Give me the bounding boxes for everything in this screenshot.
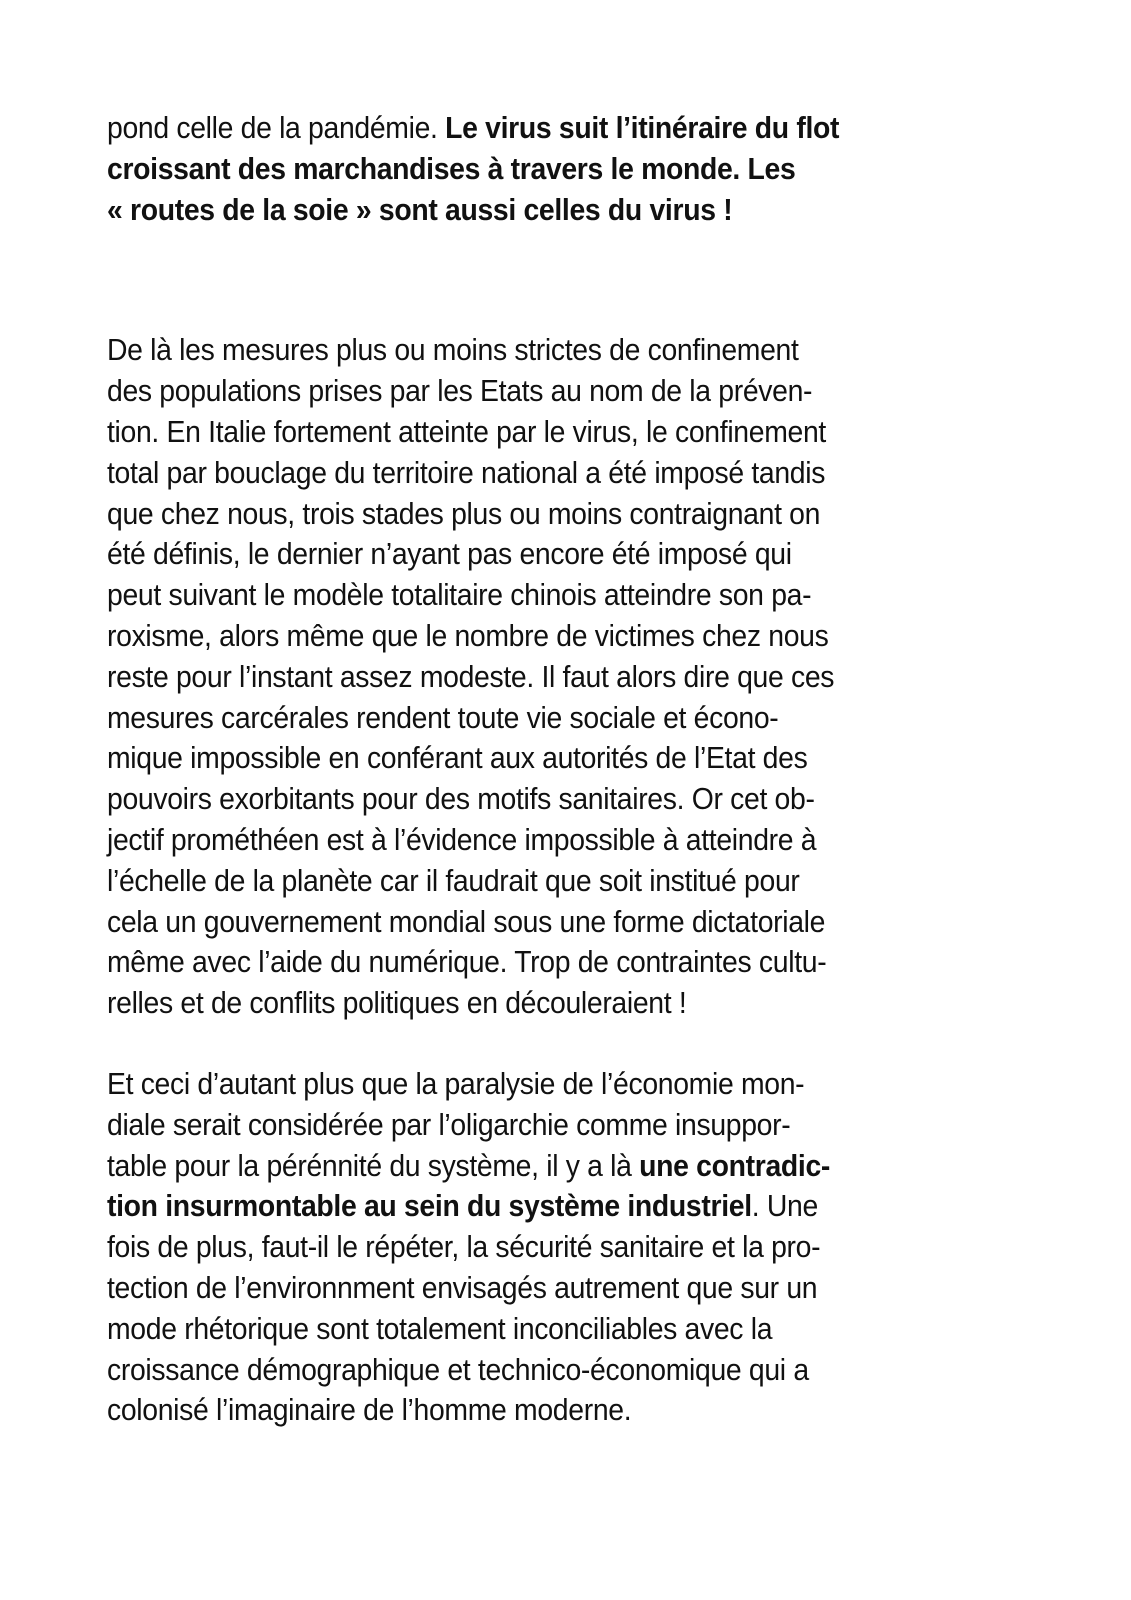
paragraph-1 <box>107 108 1007 230</box>
text-run: tion. En Italie fortement atteinte par le virus, le confinement <box>107 414 826 449</box>
text-line <box>107 494 944 535</box>
text-line <box>107 983 944 1024</box>
text-line <box>107 902 944 943</box>
text-line <box>107 1064 944 1105</box>
paragraph-2 <box>107 330 1007 1024</box>
text-line <box>107 149 944 190</box>
text-run: total par bouclage du territoire national a été imposé tandis <box>107 455 826 490</box>
text-run: Et ceci d’autant plus que la paralysie de l’économie mon- <box>107 1066 805 1101</box>
text-run: colonisé l’imaginaire de l’homme moderne. <box>107 1393 632 1428</box>
text-line <box>107 1227 944 1268</box>
text-run: relles et de conflits politiques en découleraient ! <box>107 986 687 1021</box>
text-line <box>107 371 944 412</box>
text-run: roxisme, alors même que le nombre de victimes chez nous <box>107 618 829 653</box>
text-run: De là les mesures plus ou moins strictes de confinement <box>107 333 799 368</box>
text-run: été définis, le dernier n’ayant pas encore été imposé qui <box>107 537 792 572</box>
text-line <box>107 1146 944 1187</box>
text-run: l’échelle de la planète car il faudrait que soit institué pour <box>107 863 800 898</box>
paragraph-spacer <box>107 230 1007 330</box>
text-run: pouvoirs exorbitants pour des motifs sanitaires. Or cet ob- <box>107 782 815 817</box>
text-run: mesures carcérales rendent toute vie sociale et écono- <box>107 700 779 735</box>
text-line <box>107 657 944 698</box>
text-run: pond celle de la pandémie. <box>107 111 446 145</box>
text-line <box>107 1309 944 1350</box>
text-line <box>107 1268 944 1309</box>
text-line <box>107 330 944 371</box>
text-line <box>107 1105 944 1146</box>
paragraph-spacer <box>107 1024 1007 1064</box>
text-run: tection de l’environnment envisagés autrement que sur un <box>107 1270 818 1305</box>
paragraph-3 <box>107 1064 1007 1431</box>
bold-text-run: croissant des marchandises à travers le monde. Les <box>107 151 796 186</box>
text-line <box>107 108 944 149</box>
text-run: cela un gouvernement mondial sous une forme dictatoriale <box>107 904 826 939</box>
text-run: croissance démographique et technico-économique qui a <box>107 1352 809 1387</box>
document-page <box>107 108 1007 1431</box>
text-line <box>107 698 944 739</box>
text-line <box>107 1350 944 1391</box>
text-line <box>107 534 944 575</box>
text-line <box>107 1390 944 1431</box>
text-line <box>107 453 944 494</box>
text-run: table pour la pérénnité du système, il y a là <box>107 1148 640 1183</box>
bold-text-run: tion insurmontable au sein du système industriel <box>107 1189 752 1224</box>
text-run: que chez nous, trois stades plus ou moins contraignant on <box>107 496 821 531</box>
text-line <box>107 575 944 616</box>
text-run: même avec l’aide du numérique. Trop de contraintes cultu- <box>107 945 827 980</box>
bold-text-run: une contradic- <box>639 1148 831 1183</box>
bold-text-run: « routes de la soie » sont aussi celles du virus ! <box>107 192 733 227</box>
text-run: reste pour l’instant assez modeste. Il faut alors dire que ces <box>107 659 835 694</box>
text-line <box>107 861 944 902</box>
text-line <box>107 190 944 231</box>
text-run: diale serait considérée par l’oligarchie comme insuppor- <box>107 1107 791 1142</box>
text-run: fois de plus, faut-il le répéter, la sécurité sanitaire et la pro- <box>107 1230 821 1265</box>
text-line <box>107 820 944 861</box>
bold-text-run: Le virus suit l’itinéraire du flot <box>445 111 840 145</box>
text-line <box>107 942 944 983</box>
text-line <box>107 1186 944 1227</box>
text-line <box>107 779 944 820</box>
text-run: peut suivant le modèle totalitaire chinois atteindre son pa- <box>107 578 812 613</box>
text-line <box>107 616 944 657</box>
text-run: jectif prométhéen est à l’évidence impossible à atteindre à <box>107 822 817 857</box>
text-run: des populations prises par les Etats au nom de la préven- <box>107 374 813 409</box>
text-run: . Une <box>751 1189 818 1224</box>
text-line <box>107 738 944 779</box>
text-run: mode rhétorique sont totalement inconciliables avec la <box>107 1311 773 1346</box>
text-run: mique impossible en conférant aux autorités de l’Etat des <box>107 741 808 776</box>
text-line <box>107 412 944 453</box>
